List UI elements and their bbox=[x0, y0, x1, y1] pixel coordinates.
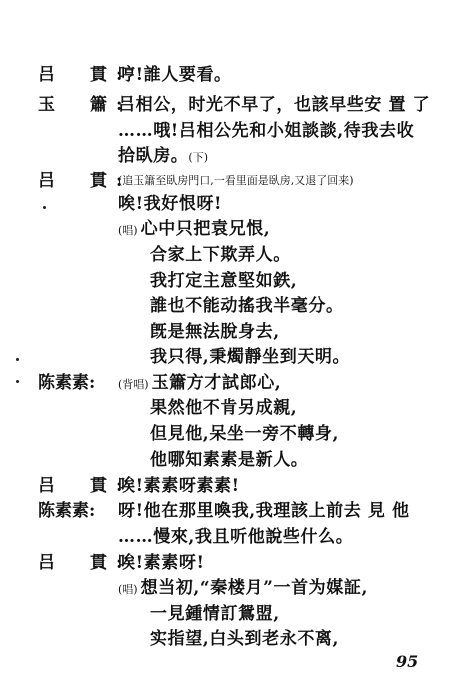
speaker-name: 陈素素: bbox=[38, 373, 96, 393]
dialogue-text: 我只得,秉燭靜坐到天明。 bbox=[150, 347, 351, 367]
dialogue-text: 一見鍾情訂鴛盟, bbox=[150, 604, 280, 624]
dialogue-text: 誰也不能动搖我半毫分。 bbox=[150, 296, 344, 316]
speaker-name: 吕 貫: bbox=[38, 171, 132, 191]
speaker-name: 玉 簫: bbox=[38, 95, 132, 115]
ink-speck bbox=[16, 358, 19, 361]
dialogue-text: 想当初,“秦楼月”一首为媒証, bbox=[140, 578, 368, 598]
speaker-name: 吕 貫: bbox=[38, 476, 132, 496]
page-number: 95 bbox=[396, 652, 419, 671]
dialogue-text: 我打定主意堅如鉄, bbox=[150, 271, 298, 291]
dialogue-text: 唉!素素呀素素! bbox=[118, 476, 240, 496]
dialogue-text: 唉!我好恨呀! bbox=[118, 194, 223, 214]
ink-speck bbox=[43, 206, 46, 209]
sing-marker: (背唱) bbox=[118, 378, 149, 391]
stage-direction: (追玉簫至臥房門口,一看里面是臥房,又退了回来) bbox=[118, 174, 354, 187]
dialogue-text: 拾臥房。 bbox=[118, 146, 189, 166]
dialogue-text: 合家上下欺弄人。 bbox=[150, 245, 291, 265]
dialogue-text: 实指望,白头到老永不离, bbox=[150, 629, 340, 649]
dialogue-text: 但見他,呆坐一旁不轉身, bbox=[150, 424, 340, 444]
dialogue-text: 旣是無法脫身去, bbox=[150, 322, 280, 342]
dialogue-text: 心中只把袁兄恨, bbox=[140, 219, 271, 239]
stage-direction: (下) bbox=[188, 151, 208, 164]
ink-speck bbox=[16, 380, 19, 383]
dialogue-text: 他哪知素素是新人。 bbox=[150, 450, 309, 470]
speaker-name: 吕 貫: bbox=[38, 553, 132, 573]
speaker-name: 吕 貫: bbox=[38, 65, 132, 85]
dialogue-text: ……慢來,我且听他說些什么。 bbox=[118, 527, 354, 547]
dialogue-text: 果然他不肯另成親, bbox=[150, 398, 298, 418]
dialogue-text: 玉簫方才試郎心, bbox=[151, 373, 282, 393]
dialogue-text: 唉!素素呀! bbox=[118, 553, 205, 573]
sing-marker: (唱) bbox=[118, 583, 138, 596]
sing-marker: (唱) bbox=[118, 224, 138, 237]
dialogue-text: 哼!誰人要看。 bbox=[118, 65, 232, 85]
dialogue-text: 呀!他在那里喚我,我理該上前去 見 他 bbox=[118, 501, 410, 521]
dialogue-text: 吕相公，时光不早了，也該早些安 置 了 bbox=[118, 95, 431, 115]
dialogue-text: ……哦!吕相公先和小姐談談,待我去收 bbox=[118, 121, 415, 141]
speaker-name: 陈素素: bbox=[38, 501, 96, 521]
